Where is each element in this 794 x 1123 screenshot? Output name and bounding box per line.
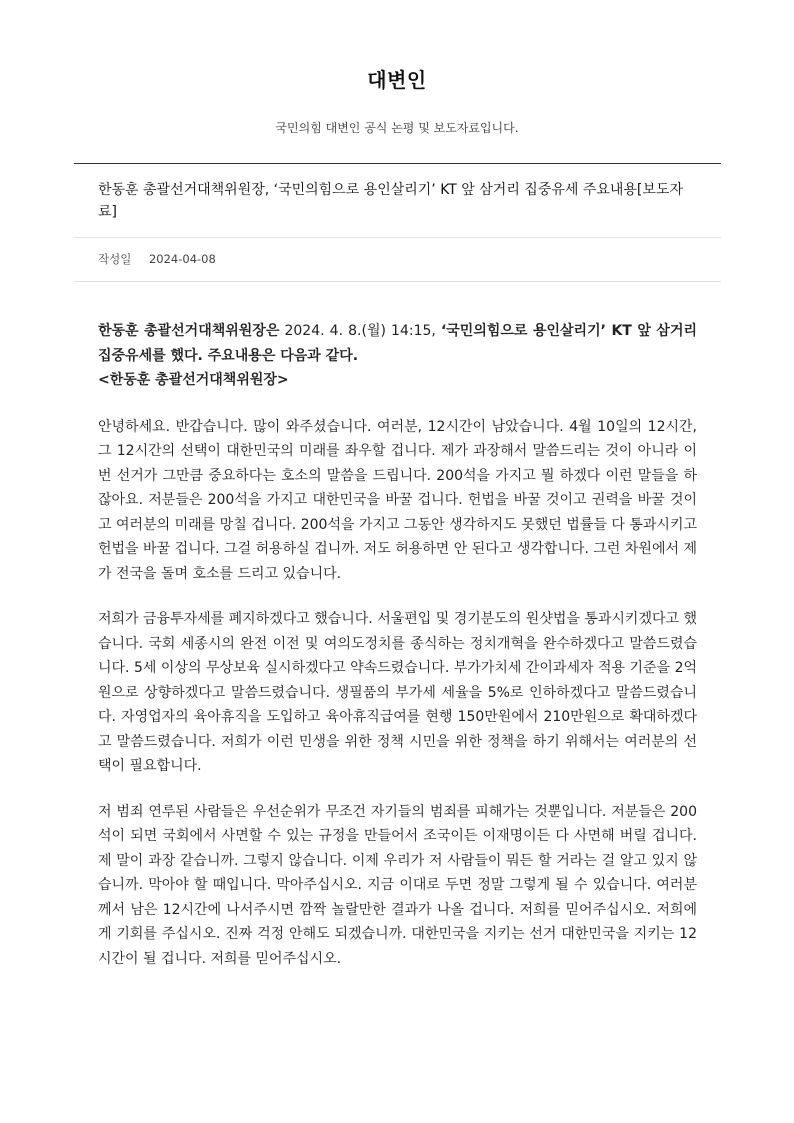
body-paragraph-1: 안녕하세요. 반갑습니다. 많이 와주셨습니다. 여러분, 12시간이 남았습니다. 4월 10일의 12시간, 그 12시간의 선택이 대한민국의 미래를 좌우할 겁니다. 제가 과장해서 말씀드리는 것이 아니라 이번 선거가 그만큼 중요하다는 호소의 말씀을 드립니다. 200석을 가지고 뭘 하겠다 이런 말들을 하잖아요. 저분들은 200석을 가지고 대한민국을 바꿀 겁니다. 헌법을 바꿀 것이고 권력을 바꿀 것이고 여러분의 미래를 망칠 겁니다. 200석을 가지고 그동안 생각하지도 못했던 법률들 다 통과시키고 헌법을 바꿀 겁니다. 그걸 허용하실 겁니까. 저도 허용하면 안 된다고 생각합니다. 그런 차원에서 제가 전국을 돌며 호소를 드리고 있습니다. — [98, 418, 697, 582]
intro-event: ‘국민의힘으로 용인살리기’ KT 앞 삼거리 집중유세를 했다. 주요내용은 다음과 같다. — [98, 323, 698, 364]
speaker-heading: <한동훈 총괄선거대책위원장> — [98, 372, 289, 388]
article — [74, 163, 721, 992]
site-subtitle: 국민의힘 대변인 공식 논평 및 보도자료입니다. — [275, 121, 519, 135]
intro-speaker: 한동훈 총괄선거대책위원장은 — [98, 323, 280, 339]
article-meta — [74, 238, 721, 282]
body-paragraph-3: 저 범죄 연루된 사람들은 우선순위가 무조건 자기들의 범죄를 피해가는 것뿐입니다. 저분들은 200석이 되면 국회에서 사면할 수 있는 규정을 만들어서 조국이든 이재명이든 다 사면해 버릴 겁니다. 제 말이 과장 같습니까. 그렇지 않습니다. 이제 우리가 저 사람들이 뭐든 할 거라는 걸 알고 있지 않습니까. 막아야 할 때입니다. 막아주십시오. 지금 이대로 두면 정말 그렇게 될 수 있습니다. 여러분께서 남은 12시간에 나서주시면 깜짝 놀랄만한 결과가 나올 겁니다. 저희를 믿어주십시오. 저희에게 기회를 주십시오. 진짜 걱정 안해도 되겠습니까. 대한민국을 지키는 선거 대한민국을 지키는 12시간이 될 겁니다. 저희를 믿어주십시오. — [98, 803, 697, 967]
intro-paragraph — [98, 319, 697, 393]
date-label: 작성일 — [98, 252, 132, 266]
site-title: 대변인 — [367, 68, 427, 92]
article-title: 한동훈 총괄선거대책위원장, ‘국민의힘으로 용인살리기’ KT 앞 삼거리 집중유세 주요내용[보도자료] — [74, 164, 721, 238]
date-value: 2024-04-08 — [148, 252, 216, 266]
intro-datetime: 2024. 4. 8.(월) 14:15, — [279, 323, 441, 339]
article-content — [74, 282, 721, 971]
site-header — [0, 0, 794, 136]
body-paragraph-2: 저희가 금융투자세를 폐지하겠다고 했습니다. 서울편입 및 경기분도의 원샷법을 통과시키겠다고 했습니다. 국회 세종시의 완전 이전 및 여의도정치를 종식하는 정치개혁을 완수하겠다고 말씀드렸습니다. 5세 이상의 무상보육 실시하겠다고 약속드렸습니다. 부가가치세 간이과세자 적용 기준을 2억 원으로 상향하겠다고 말씀드렸습니다. 생필품의 부가세 세율을 5%로 인하하겠다고 말씀드렸습니다. 자영업자의 육아휴직을 도입하고 육아휴직급여를 현행 150만원에서 210만원으로 확대하겠다고 말씀드렸습니다. 저희가 이런 민생을 위한 정책 시민을 위한 정책을 하기 위해서는 여러분의 선택이 필요합니다. — [98, 611, 697, 774]
